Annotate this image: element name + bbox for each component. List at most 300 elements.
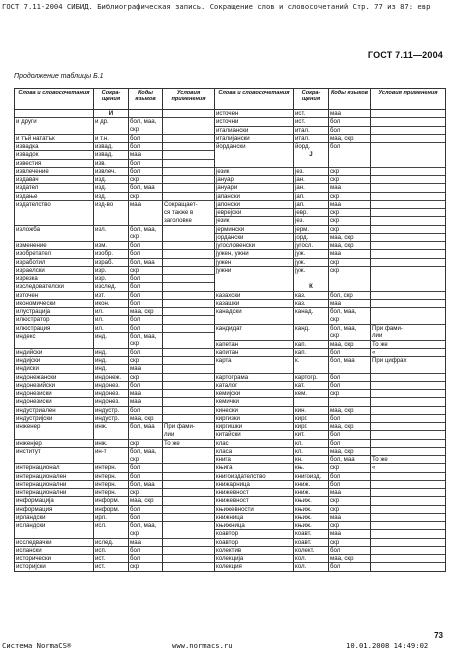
cell-cond-right [371,151,446,159]
table-body [15,110,446,572]
table-row [15,275,446,283]
cell-word-right: карта [215,357,294,365]
cell-cond-left [163,497,215,505]
cell-word-right: казашки [215,299,294,307]
table-row [15,299,446,307]
cell-word-right [215,275,294,283]
cell-lang-left: маа, скр [129,308,163,316]
cell-lang-right: скр [329,209,371,217]
cell-word-left: илюстратор [15,316,94,324]
header-words-right: Слова и словосочетания [215,89,294,110]
cell-word-left [15,126,94,134]
cell-abbr-left: ист. [94,555,129,563]
table-row [15,538,446,546]
cell-abbr-left: ил. [94,324,129,332]
table-row [15,530,446,538]
cell-lang-left: бол, маа, [129,522,163,530]
cell-abbr-right: коавт. [294,538,329,546]
cell-abbr-right: коавт. [294,530,329,538]
table-row [15,489,446,497]
cell-word-left: и други [15,118,94,126]
cell-abbr-left: ил. [94,316,129,324]
cell-lang-right [329,283,371,291]
cell-abbr-left [94,340,129,348]
cell-cond-right [371,316,446,324]
cell-abbr-right: каз. [294,299,329,307]
cell-cond-left [163,233,215,241]
cell-abbr-left: ирл. [94,513,129,521]
cell-word-left: информација [15,497,94,505]
cell-cond-left [163,192,215,200]
cell-lang-left: бол [129,381,163,389]
cell-word-right: капетан [215,340,294,348]
table-row [15,167,446,175]
footer-timestamp: 10.01.2008 14:49:02 [346,641,429,650]
cell-word-left [15,209,94,217]
cell-abbr-right: книгоизд. [294,472,329,480]
cell-abbr-right: јерм. [294,225,329,233]
cell-lang-right: бол, маа [329,357,371,365]
table-row [15,250,446,258]
cell-word-right: казахски [215,291,294,299]
cell-cond-left [163,308,215,316]
cell-lang-right: бол, скр [329,291,371,299]
header-abbr-right: Сокра-щения [294,89,329,110]
cell-cond-left [163,406,215,414]
cell-lang-left: бол, маа, [129,118,163,126]
cell-abbr-right: итал. [294,126,329,134]
cell-lang-left: бол [129,505,163,513]
cell-word-left [15,340,94,348]
cell-lang-left: скр [129,373,163,381]
cell-abbr-left: инд. [94,348,129,356]
table-row [15,151,446,159]
cell-lang-left: маа [129,151,163,159]
cell-lang-right: бол [329,348,371,356]
cell-abbr-left: И [94,110,129,118]
cell-cond-left [163,456,215,464]
cell-cond-left [163,489,215,497]
cell-lang-right: бол, маа, [329,324,371,332]
table-row [15,381,446,389]
cell-word-left: и тъй нататък [15,134,94,142]
cell-abbr-left: ин-т [94,447,129,455]
cell-word-left: историјски [15,563,94,571]
cell-cond-left [163,340,215,348]
cell-word-right: класа [215,447,294,455]
cell-abbr-left: ислед. [94,538,129,546]
table-row [15,414,446,422]
cell-word-left: испански [15,546,94,554]
cell-cond-left [163,258,215,266]
cell-abbr-right: јан. [294,184,329,192]
cell-cond-left [163,348,215,356]
cell-cond-right [371,489,446,497]
cell-cond-left: При фами- [163,423,215,431]
cell-word-left: източен [15,291,94,299]
cell-cond-right [371,184,446,192]
cell-cond-left [163,381,215,389]
cell-cond-right [371,546,446,554]
cell-lang-right: маа [329,200,371,208]
cell-cond-right [371,530,446,538]
cell-word-right: книга [215,456,294,464]
table-row [15,316,446,324]
cell-abbr-left [94,217,129,225]
cell-cond-left [163,365,215,373]
table-row [15,357,446,365]
abbreviation-table [14,88,446,572]
cell-lang-right: бол [329,472,371,480]
cell-abbr-right: јез. [294,167,329,175]
cell-abbr-right: књиж. [294,497,329,505]
cell-abbr-right: јап. [294,192,329,200]
cell-lang-left: бол [129,167,163,175]
table-row [15,398,446,406]
cell-abbr-left [94,530,129,538]
cell-word-left: институт [15,447,94,455]
cell-cond-right [371,291,446,299]
cell-word-left: инженер [15,423,94,431]
cell-word-left: издање [15,192,94,200]
cell-abbr-right: јан. [294,176,329,184]
cell-word-right: колекция [215,563,294,571]
cell-abbr-right: књиж. [294,522,329,530]
cell-cond-left [163,184,215,192]
cell-cond-left [163,242,215,250]
cell-abbr-left: изл. [94,225,129,233]
cell-cond-right [371,275,446,283]
cell-lang-right [329,159,371,167]
table-row [15,373,446,381]
cell-cond-left [163,546,215,554]
cell-abbr-right: кит. [294,431,329,439]
cell-lang-right: бол [329,439,371,447]
cell-lang-right: маа, скр [329,447,371,455]
cell-cond-right [371,110,446,118]
cell-cond-right [371,522,446,530]
cell-abbr-right: јорд. [294,233,329,241]
cell-cond-left [163,563,215,571]
cell-word-right: јужен, ужни [215,250,294,258]
cell-cond-right: При цифрах [371,357,446,365]
cell-lang-right: скр [329,217,371,225]
cell-abbr-right: канд. [294,324,329,332]
cell-lang-left: бол [129,464,163,472]
cell-lang-left: скр [129,266,163,274]
cell-lang-right: маа [329,530,371,538]
cell-abbr-left: интерн. [94,480,129,488]
page-number: 73 [434,631,443,640]
cell-lang-right [329,151,371,159]
cell-lang-left: скр [129,126,163,134]
cell-word-right [215,159,294,167]
cell-cond-right [371,365,446,373]
cell-cond-right [371,134,446,142]
table-row [15,431,446,439]
cell-lang-left: бол [129,316,163,324]
cell-word-left: издавач [15,176,94,184]
cell-lang-right: бол [329,381,371,389]
cell-word-left: интернационални [15,480,94,488]
table-row [15,555,446,563]
cell-cond-right [371,538,446,546]
cell-abbr-right [294,365,329,373]
table-row [15,283,446,291]
cell-cond-left: лии [163,431,215,439]
cell-abbr-right: јуж. [294,250,329,258]
cell-word-right: кинески [215,406,294,414]
cell-lang-left [129,110,163,118]
cell-lang-right: бол [329,373,371,381]
cell-cond-left [163,513,215,521]
cell-cond-right [371,447,446,455]
cell-cond-right: лии [371,332,446,340]
cell-word-right [215,151,294,159]
cell-abbr-left: изд-во [94,200,129,208]
cell-cond-right [371,381,446,389]
cell-abbr-right: кол. [294,555,329,563]
cell-word-right: картограма [215,373,294,381]
cell-cond-left [163,398,215,406]
cell-lang-left: скр [129,530,163,538]
cell-lang-left [129,431,163,439]
cell-word-right: клас [215,439,294,447]
cell-lang-right: маа, скр [329,555,371,563]
cell-word-right: канадски [215,308,294,316]
cell-lang-left: маа, скр [129,414,163,422]
cell-abbr-right: јуж. [294,266,329,274]
cell-lang-right: маа [329,110,371,118]
cell-abbr-right: јез. [294,217,329,225]
cell-word-left: изрезка [15,275,94,283]
cell-word-left: израелски [15,266,94,274]
cell-word-right: књижевности [215,505,294,513]
cell-lang-right: бол [329,480,371,488]
cell-lang-right: маа [329,250,371,258]
cell-cond-right: « [371,464,446,472]
cell-cond-right [371,266,446,274]
cell-word-right: йордански [215,143,294,151]
cell-lang-right: скр [329,176,371,184]
cell-lang-right: скр [329,192,371,200]
cell-word-right: коавтор [215,538,294,546]
cell-word-right [215,283,294,291]
table-row [15,126,446,134]
cell-word-left: изобретател [15,250,94,258]
cell-lang-left: бол [129,283,163,291]
cell-lang-left: бол [129,348,163,356]
cell-abbr-left: индустр. [94,414,129,422]
table-continuation-caption: Продолжение таблицы Б.1 [14,73,104,80]
cell-lang-right: маа [329,184,371,192]
cell-cond-left [163,332,215,340]
cell-word-left: интернационален [15,472,94,480]
cell-cond-left [163,324,215,332]
cell-word-left [15,233,94,241]
cell-word-left: индијски [15,357,94,365]
cell-abbr-left: ил. [94,308,129,316]
cell-cond-left [163,167,215,175]
cell-cond-left [163,538,215,546]
cell-word-right: книжевност [215,497,294,505]
cell-cond-right: То же [371,340,446,348]
cell-cond-right [371,373,446,381]
cell-abbr-left: информ. [94,505,129,513]
cell-lang-left: бол [129,472,163,480]
cell-cond-left [163,414,215,422]
cell-abbr-left: интерн. [94,472,129,480]
cell-word-left: ирландски [15,513,94,521]
cell-lang-right: бол, маа, [329,308,371,316]
cell-cond-left [163,118,215,126]
cell-cond-left [163,275,215,283]
cell-cond-left [163,159,215,167]
cell-lang-right: бол [329,126,371,134]
cell-cond-right [371,225,446,233]
table-row [15,439,446,447]
cell-word-left [15,530,94,538]
cell-cond-right [371,258,446,266]
cell-lang-right: маа, скр [329,423,371,431]
cell-cond-right [371,390,446,398]
cell-lang-left: бол [129,513,163,521]
cell-abbr-right: картогр. [294,373,329,381]
cell-word-right: књижница [215,522,294,530]
cell-lang-left: бол [129,159,163,167]
cell-word-left: издател [15,184,94,192]
cell-abbr-right: каз. [294,291,329,299]
cell-lang-left: бол, маа, [129,332,163,340]
cell-word-right: јордански [215,233,294,241]
cell-abbr-left: и др. [94,118,129,126]
cell-lang-left: бол, маа [129,258,163,266]
header-words-left: Слова и словосочетания [15,89,94,110]
cell-lang-left: маа [129,390,163,398]
cell-abbr-right: ист. [294,118,329,126]
cell-cond-right [371,118,446,126]
cell-lang-right: маа, скр [329,134,371,142]
cell-lang-left: маа [129,365,163,373]
header-abbr-left: Сокра-щения [94,89,129,110]
cell-cond-left [163,299,215,307]
cell-abbr-right: К [294,283,329,291]
cell-abbr-left: изд. [94,176,129,184]
cell-lang-left: скр [129,233,163,241]
cell-cond-right [371,209,446,217]
table-row [15,291,446,299]
cell-cond-left [163,143,215,151]
cell-abbr-right: књиж. [294,513,329,521]
cell-lang-right: скр [329,505,371,513]
cell-cond-left [163,357,215,365]
cell-lang-right: бол [329,431,371,439]
cell-cond-left [163,480,215,488]
table-header-row [15,89,446,110]
table-row [15,324,446,332]
cell-cond-right: То же [371,456,446,464]
cell-abbr-right: ист. [294,110,329,118]
cell-abbr-right [294,332,329,340]
cell-cond-right [371,242,446,250]
cell-word-right: колекција [215,555,294,563]
cell-lang-right: маа, скр [329,242,371,250]
cell-lang-right: бол [329,118,371,126]
table-row [15,348,446,356]
cell-lang-left: скр [129,357,163,365]
cell-cond-right [371,200,446,208]
cell-word-right: јануар [215,176,294,184]
cell-word-left: индустриален [15,406,94,414]
cell-lang-right: бол, маа [329,456,371,464]
table-row [15,217,446,225]
cell-cond-left [163,283,215,291]
table-row [15,233,446,241]
cell-lang-left: бол [129,143,163,151]
cell-cond-right [371,497,446,505]
cell-abbr-left [94,209,129,217]
table-row [15,464,446,472]
cell-word-right: југословенски [215,242,294,250]
table-row [15,258,446,266]
cell-word-right: книжевност [215,489,294,497]
cell-lang-right: скр [329,332,371,340]
cell-abbr-left: информ. [94,497,129,505]
cell-word-left: интернационални [15,489,94,497]
cell-cond-left [163,250,215,258]
cell-cond-right [371,555,446,563]
cell-word-left: информация [15,505,94,513]
cell-lang-left: бол, маа, [129,447,163,455]
cell-abbr-left [94,126,129,134]
cell-lang-left: бол [129,299,163,307]
cell-word-left [15,110,94,118]
cell-word-right: јужен [215,258,294,266]
cell-lang-right: бол [329,546,371,554]
cell-abbr-left: ист. [94,563,129,571]
cell-abbr-left: изд. [94,184,129,192]
cell-cond-right [371,167,446,175]
cell-lang-right: маа [329,513,371,521]
cell-word-left: индекс [15,332,94,340]
cell-lang-left [129,217,163,225]
cell-word-right: кемијски [215,390,294,398]
cell-lang-left: маа [129,538,163,546]
cell-lang-right: скр [329,167,371,175]
cell-lang-right [329,365,371,373]
table-row [15,118,446,126]
table-row [15,497,446,505]
cell-abbr-right: књ. [294,464,329,472]
cell-cond-right [371,143,446,151]
cell-cond-left [163,522,215,530]
cell-word-right: книгоиздателство [215,472,294,480]
table-row [15,447,446,455]
cell-lang-right: скр [329,316,371,324]
cell-word-right [215,316,294,324]
cell-abbr-left [94,456,129,464]
cell-word-right [215,365,294,373]
cell-lang-left: бол [129,546,163,554]
cell-lang-left: бол [129,324,163,332]
cell-word-right: књига [215,464,294,472]
cell-cond-right [371,308,446,316]
cell-cond-left [163,505,215,513]
cell-lang-right: скр [329,390,371,398]
cell-abbr-left: изт. [94,291,129,299]
footer-system-name: Система NormaCS® [2,641,72,650]
cell-abbr-left: инж. [94,423,129,431]
